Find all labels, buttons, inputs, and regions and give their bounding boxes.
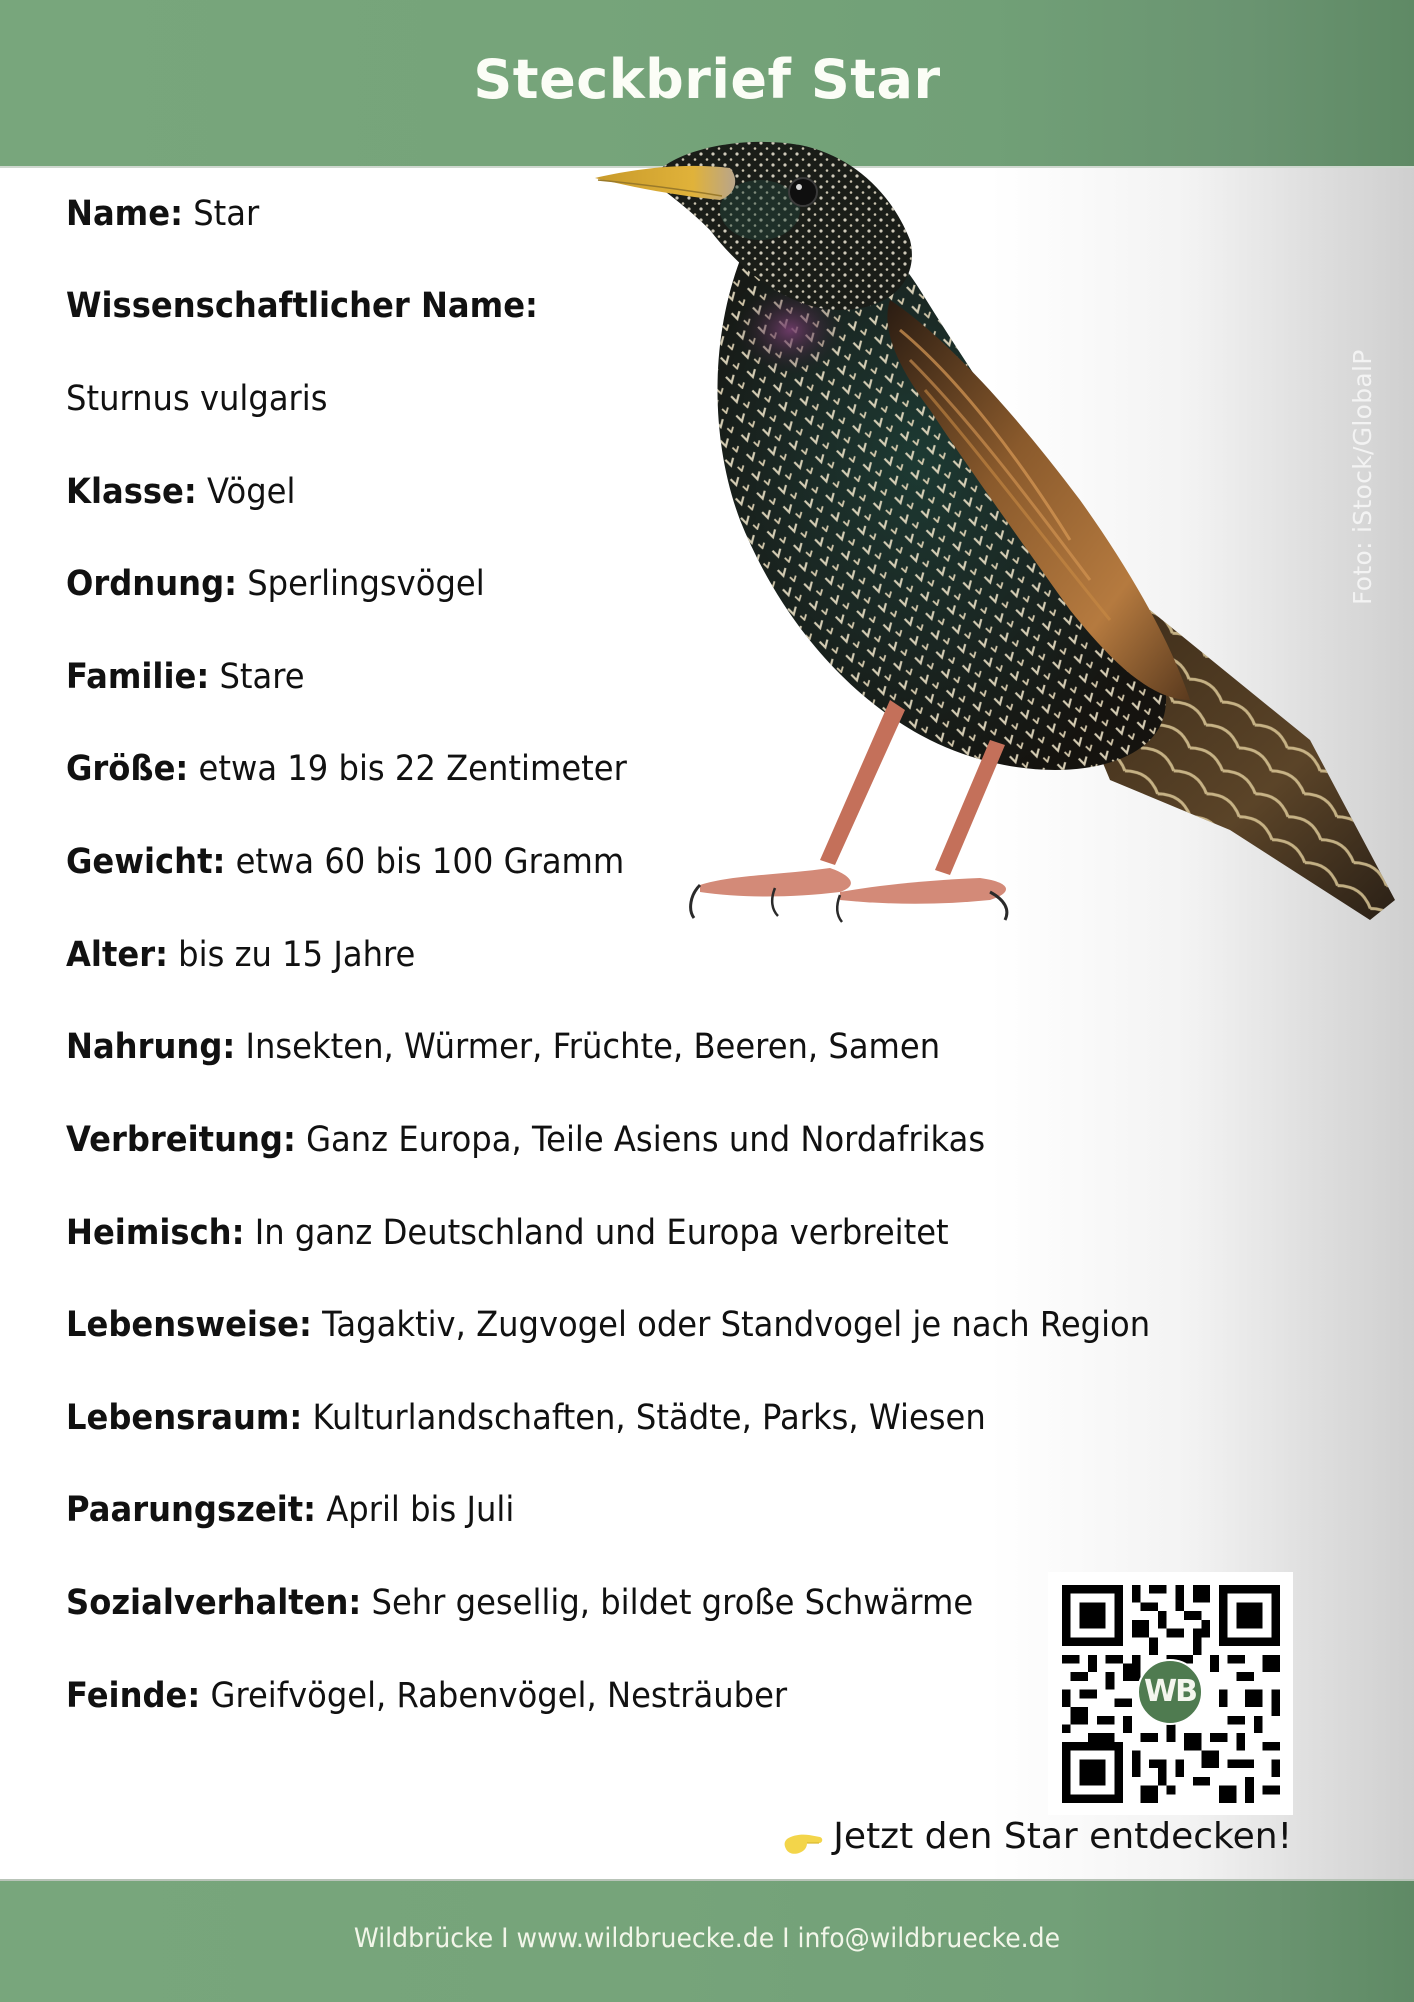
- page-title: Steckbrief Star: [473, 48, 941, 111]
- fact-paarungszeit: Paarungszeit: April bis Juli: [66, 1490, 515, 1530]
- fact-scientific-name-value: Sturnus vulgaris: [66, 379, 328, 419]
- fact-sozialverhalten: Sozialverhalten: Sehr gesellig, bildet große Schwärme: [66, 1583, 974, 1623]
- footer-banner: [0, 1879, 1414, 2002]
- fact-heimisch: Heimisch: In ganz Deutschland und Europa verbreitet: [66, 1213, 949, 1253]
- fact-feinde: Feinde: Greifvögel, Rabenvögel, Nesträuber: [66, 1676, 788, 1716]
- footer-contact: Wildbrücke I www.wildbruecke.de I info@wildbruecke.de: [353, 1923, 1061, 1954]
- cta-text: Jetzt den Star entdecken!: [833, 1816, 1292, 1857]
- fact-gewicht: Gewicht: etwa 60 bis 100 Gramm: [66, 842, 625, 882]
- fact-ordnung: Ordnung: Sperlingsvögel: [66, 564, 485, 604]
- cta-link[interactable]: [783, 1815, 1292, 1859]
- fact-lebensraum: Lebensraum: Kulturlandschaften, Städte, Parks, Wiesen: [66, 1398, 986, 1438]
- fact-scientific-name-label: Wissenschaftlicher Name:: [66, 286, 538, 326]
- fact-groesse: Größe: etwa 19 bis 22 Zentimeter: [66, 749, 627, 789]
- fact-alter: Alter: bis zu 15 Jahre: [66, 935, 416, 975]
- photo-credit: Foto: iStock/GlobalP: [1348, 349, 1377, 605]
- fact-lebensweise: Lebensweise: Tagaktiv, Zugvogel oder Standvogel je nach Region: [66, 1305, 1151, 1345]
- fact-familie: Familie: Stare: [66, 657, 305, 697]
- wb-logo-badge: WB: [1137, 1659, 1203, 1725]
- fact-klasse: Klasse: Vögel: [66, 472, 296, 512]
- fact-nahrung: Nahrung: Insekten, Würmer, Früchte, Beeren, Samen: [66, 1027, 941, 1067]
- fact-verbreitung: Verbreitung: Ganz Europa, Teile Asiens und Nordafrikas: [66, 1120, 986, 1160]
- starling-photo: [590, 140, 1400, 940]
- fact-name: Name: Star: [66, 194, 260, 234]
- pointing-hand-icon: [783, 1824, 823, 1850]
